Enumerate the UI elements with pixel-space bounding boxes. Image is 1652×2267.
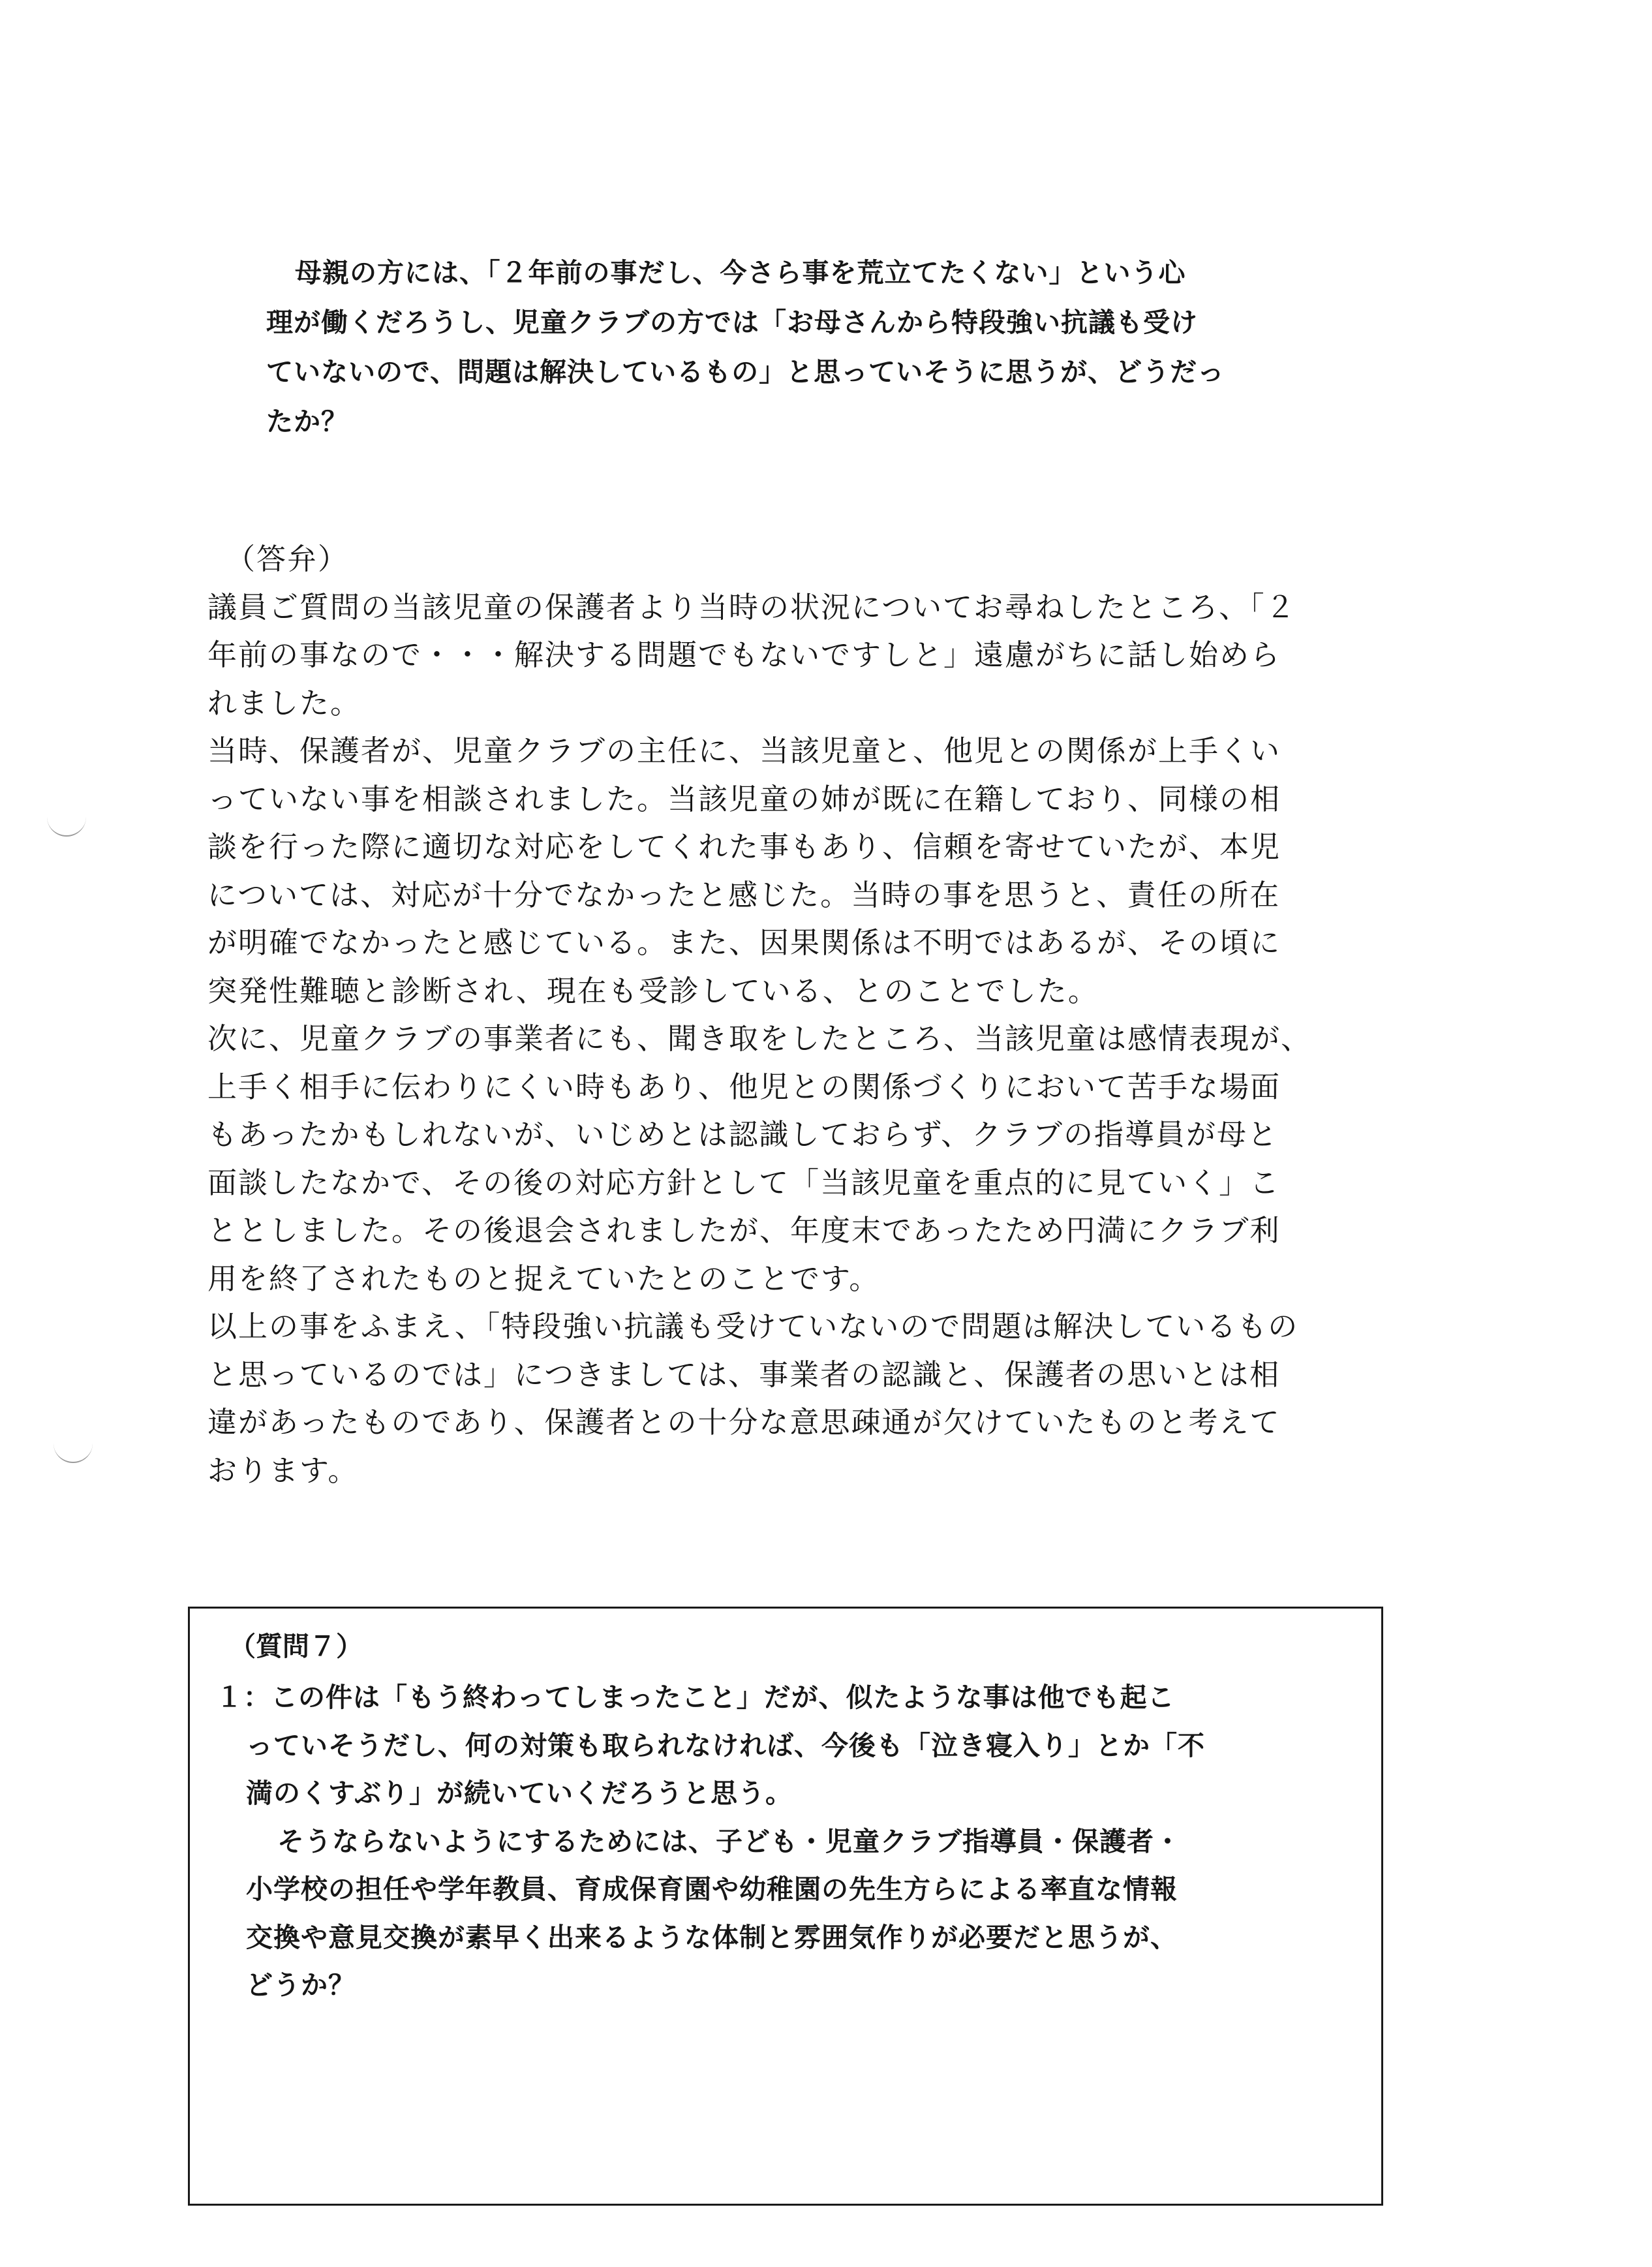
answer-line: 以上の事をふまえ、「特段強い抗議も受けていないので問題は解決しているもの: [207, 1309, 1299, 1344]
answer-section: [207, 535, 1375, 1494]
answer-line: 談を行った際に適切な対応をしてくれた事もあり、信頼を寄せていたが、本児: [207, 829, 1281, 864]
question7-body: [216, 1674, 1364, 2010]
question7-title: （質問７）: [229, 1631, 363, 1662]
question-line: 理が働くだろうし、児童クラブの方では「お母さんから特段強い抗議も受け: [266, 307, 1198, 338]
answer-line: 次に、児童クラブの事業者にも、聞き取をしたところ、当該児童は感情表現が、: [207, 1021, 1312, 1056]
answer-line: については、対応が十分でなかったと感じた。当時の事を思うと、責任の所在: [207, 877, 1281, 912]
question7-line: 満のくすぶり」が続いていくだろうと思う。: [246, 1778, 793, 1809]
question7-line: 交換や意見交換が素早く出来るような体制と雰囲気作りが必要だと思うが、: [246, 1921, 1178, 1953]
answer-line: 面談したなかで、その後の対応方針として「当該児童を重点的に見ていく」こ: [207, 1165, 1281, 1200]
question-line: ていないので、問題は解決しているもの」と思っていそうに思うが、どうだっ: [266, 356, 1225, 388]
question-line: たか？: [266, 406, 348, 437]
answer-line: 違があったものであり、保護者との十分な意思疎通が欠けていたものと考えて: [207, 1405, 1281, 1440]
answer-line: が明確でなかったと感じている。また、因果関係は不明ではあるが、その頃に: [207, 925, 1281, 960]
answer-line: 上手く相手に伝わりにくい時もあり、他児との関係づくりにおいて苦手な場面: [207, 1069, 1281, 1104]
question7-box: [188, 1607, 1383, 2206]
question7-line: 小学校の担任や学年教員、育成保育園や幼稚園の先生方らによる率直な情報: [246, 1874, 1178, 1905]
answer-heading: （答弁）: [226, 542, 349, 576]
question-continuation: [266, 248, 1336, 446]
answer-line: と思っているのでは」につきましては、事業者の認識と、保護者の思いとは相: [207, 1357, 1281, 1392]
question7-line: っていそうだし、何の対策も取られなければ、今後も「泣き寝入り」とか「不: [246, 1729, 1205, 1761]
answer-line: もあったかもしれないが、いじめとは認識しておらず、クラブの指導員が母と: [207, 1117, 1278, 1152]
answer-line: 年前の事なので・・・解決する問題でもないですしと」遠慮がちに話し始めら: [207, 638, 1281, 672]
answer-line: おります。: [207, 1453, 359, 1488]
scan-artifact: [47, 816, 86, 837]
question7-line: １：この件は「もう終わってしまったこと」だが、似たような事は他でも起こ: [216, 1682, 1175, 1713]
answer-line: 突発性難聴と診断され、現在も受診している、とのことでした。: [207, 973, 1099, 1008]
scan-artifact: [54, 1442, 93, 1463]
answer-line: っていない事を相談されました。当該児童の姉が既に在籍しており、同様の相: [207, 781, 1281, 816]
question7-line: どうか？: [246, 1969, 356, 2001]
question7-line: そうならないようにするためには、子ども・児童クラブ指導員・保護者・: [277, 1825, 1182, 1857]
answer-line: ととしました。その後退会されましたが、年度末であったため円満にクラブ利: [207, 1213, 1281, 1248]
answer-line: 当時、保護者が、児童クラブの主任に、当該児童と、他児との関係が上手くい: [207, 733, 1281, 768]
question-line: 母親の方には、「２年前の事だし、今さら事を荒立てたくない」という心: [295, 257, 1186, 288]
answer-line: れました。: [207, 685, 361, 720]
answer-line: 議員ご質問の当該児童の保護者より当時の状況についてお尋ねしたところ、「２: [207, 589, 1296, 625]
answer-line: 用を終了されたものと捉えていたとのことです。: [207, 1261, 880, 1296]
